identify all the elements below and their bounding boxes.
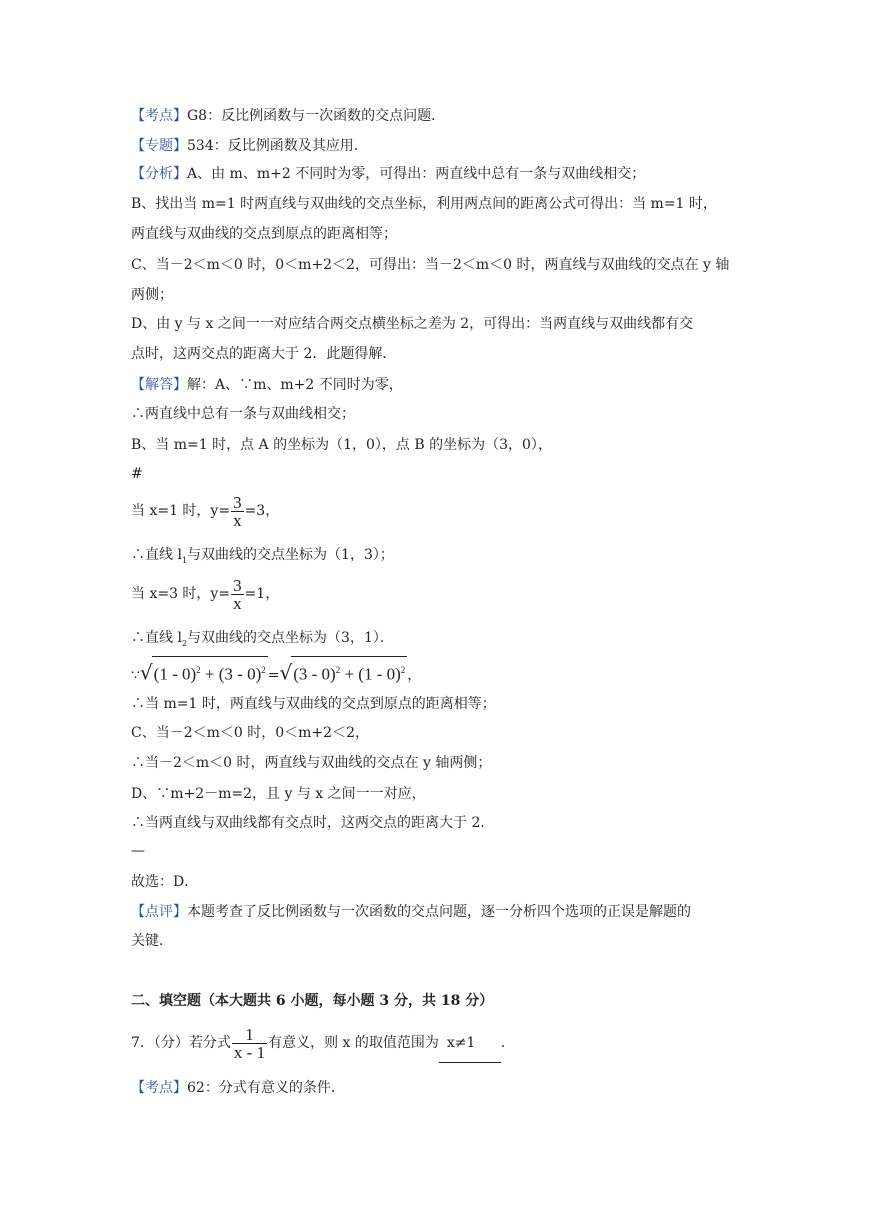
zhuanti-tag: 【专题】 — [131, 138, 187, 154]
q7-frac-den: x - 1 — [233, 1042, 266, 1062]
jieda-tag: 【解答】 — [131, 377, 187, 393]
q7-pre: 7．（分）若分式 — [131, 1035, 231, 1051]
zhuanti-line — [131, 137, 368, 155]
fraction-3-over-x-2 — [231, 577, 244, 612]
q7-frac-num: 1 — [232, 1026, 267, 1044]
x1-post: =3， — [244, 503, 280, 519]
exp-4: 2 — [400, 665, 406, 675]
fenxi-d-line-2: 点时，这两交点的距离大于 2．此题得解． — [131, 346, 397, 362]
exp-3: 2 — [335, 665, 341, 675]
jieda-text: 解：A、∵m、m+2 不同时为零， — [187, 377, 403, 393]
c-line-1: C、当－2＜m＜0 时，0＜m+2＜2， — [131, 725, 369, 741]
kaodian-line-2 — [131, 1079, 345, 1097]
choose-line: 故选：D． — [131, 874, 199, 890]
x3-equation — [131, 576, 279, 612]
dianping-text: 本题考查了反比例函数与一次函数的交点问题，逐一分析四个选项的正误是解题的 — [187, 904, 691, 920]
frac-den: x — [233, 593, 242, 613]
fenxi-b-line-1: B、找出当 m=1 时两直线与双曲线的交点坐标，利用两点间的距离公式可得出：当 m=1 时， — [131, 196, 717, 212]
term-2: (3 - 0) — [218, 664, 262, 684]
fraction-3-over-x-1 — [231, 494, 244, 529]
c-line-2: ∴当－2＜m＜0 时，两直线与双曲线的交点在 y 轴两侧； — [131, 755, 492, 771]
l1-line — [131, 546, 394, 570]
hash-mark: # — [131, 466, 143, 482]
fenxi-tag: 【分析】 — [131, 166, 187, 182]
fenxi-d-line-1: D、由 y 与 x 之间一一对应结合两交点横坐标之差为 2，可得出：当两直线与双曲线都有交 — [131, 316, 694, 332]
exp-2: 2 — [261, 665, 266, 675]
sqrt-expression-2 — [291, 656, 407, 688]
frac-num: 3 — [233, 575, 242, 595]
x1-pre: 当 x=1 时，y= — [131, 503, 231, 519]
trailing-comma: ， — [407, 667, 422, 684]
kaodian-line-1 — [131, 107, 445, 125]
fenxi-line — [131, 165, 645, 183]
section-heading: 二、填空题（本大题共 6 小题，每小题 3 分，共 18 分） — [131, 993, 494, 1009]
dianping-line-2: 关键． — [131, 933, 173, 949]
kaodian-tag: 【考点】 — [131, 108, 187, 124]
term-4: (1 - 0) — [358, 664, 401, 684]
frac-den: x — [233, 510, 242, 530]
because-symbol: ∵ — [131, 667, 140, 684]
radical-icon: √ — [279, 660, 293, 685]
d-line-1: D、∵m+2－m=2，且 y 与 x 之间一一对应， — [131, 786, 426, 802]
term-3: (3 - 0) — [293, 664, 336, 684]
jieda-b-line-1: B、当 m=1 时，点 A 的坐标为（1，0），点 B 的坐标为（3，0）， — [131, 437, 552, 453]
q7-mid: 有意义，则 x 的取值范围为 — [268, 1035, 439, 1051]
l2-pre: ∴直线 l — [131, 630, 182, 646]
fenxi-c-line-1: C、当－2＜m＜0 时，0＜m+2＜2，可得出：当－2＜m＜0 时，两直线与双曲线的交点在 y 轴 — [131, 257, 730, 273]
l2-sub: 2 — [181, 638, 188, 648]
fenxi-text: A、由 m、m+2 不同时为零，可得出：两直线中总有一条与双曲线相交； — [187, 166, 646, 182]
plus-2: + — [340, 664, 359, 684]
x3-pre: 当 x=3 时，y= — [131, 586, 231, 602]
sqrt-expression-1 — [152, 656, 268, 688]
dash-line: — — [131, 843, 145, 859]
q7-end: ． — [500, 1035, 515, 1051]
x3-post: =1， — [244, 586, 280, 602]
question-7 — [131, 1024, 515, 1063]
jieda-line — [131, 376, 403, 394]
exp-1: 2 — [196, 665, 201, 675]
plus-1: + — [200, 664, 219, 684]
jieda-a-line-2: ∴两直线中总有一条与双曲线相交； — [131, 406, 355, 422]
distance-equation — [131, 656, 421, 689]
l1-post: 与双曲线的交点坐标为（1，3）； — [187, 547, 394, 563]
dianping-line — [131, 903, 691, 921]
d-line-2: ∴当两直线与双曲线都有交点时，这两交点的距离大于 2． — [131, 815, 495, 831]
l1-pre: ∴直线 l — [131, 547, 182, 563]
l2-post: 与双曲线的交点坐标为（3，1）． — [187, 630, 394, 646]
fraction-1-over-x-minus-1 — [232, 1026, 267, 1061]
kaodian-text: G8：反比例函数与一次函数的交点问题． — [187, 108, 446, 124]
fenxi-c-line-2: 两侧； — [131, 287, 173, 303]
l2-line — [131, 629, 394, 653]
conclude-b-line: ∴当 m=1 时，两直线与双曲线的交点到原点的距离相等； — [131, 696, 496, 712]
zhuanti-text: 534：反比例函数及其应用． — [187, 138, 368, 154]
q7-answer-blank: x≠1 — [439, 1024, 501, 1063]
dianping-tag: 【点评】 — [131, 904, 187, 920]
x1-equation — [131, 493, 279, 529]
l1-sub: 1 — [181, 555, 188, 565]
term-1: (1 - 0) — [153, 664, 197, 684]
radical-icon: √ — [139, 660, 153, 685]
kaodian2-text: 62：分式有意义的条件． — [187, 1080, 345, 1096]
kaodian2-tag: 【考点】 — [131, 1080, 187, 1096]
frac-num: 3 — [233, 492, 242, 512]
fenxi-b-line-2: 两直线与双曲线的交点到原点的距离相等； — [131, 226, 397, 242]
equals-sign: = — [267, 667, 280, 684]
